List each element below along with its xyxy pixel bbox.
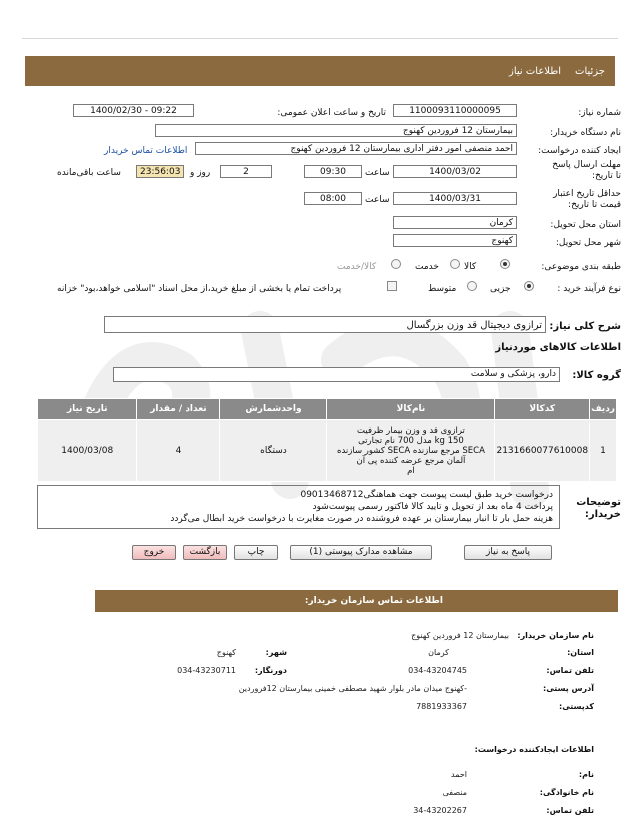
deadline-label: مهلت ارسال پاسخ تا تاریخ:: [552, 160, 621, 181]
row-index: 1: [590, 420, 617, 482]
payment-checkbox[interactable]: [387, 281, 397, 291]
radio-goods[interactable]: [500, 259, 510, 269]
row-unit: دستگاه: [220, 420, 327, 482]
buyer-note-line: پرداخت 4 ماه بعد از تحویل و تایید کالا فاکتور رسمی پیوست‌شود: [312, 502, 553, 512]
table-row: [38, 420, 617, 482]
province-label: استان محل تحویل:: [550, 220, 621, 230]
creator-family-value: منصفی: [442, 788, 467, 797]
creator-label: ایجاد کننده درخواست:: [538, 146, 621, 156]
payment-note: پرداخت تمام یا بخشی از مبلغ خرید،از محل اسناد "اسلامی خواهد،بود" خزانه: [57, 284, 342, 294]
process-label: نوع فرآیند خرید :: [557, 284, 621, 294]
contact-city-value: کهنوج: [216, 648, 236, 657]
page-header: [25, 56, 615, 86]
goods-table: [37, 398, 617, 482]
creator-info-title: اطلاعات ایجادکننده درخواست:: [474, 745, 594, 754]
validity-date-field: 1400/03/31: [393, 192, 517, 205]
creator-name-label: نام:: [578, 770, 594, 779]
contact-header: [95, 590, 618, 612]
contact-fax-value: 034-43230711: [177, 666, 236, 675]
reply-button[interactable]: پاسخ به نیاز: [464, 545, 552, 560]
contact-postal-label: کدپستی:: [559, 702, 594, 711]
contact-org-label: نام سازمان خریدار:: [517, 631, 594, 640]
creator-family-label: نام خانوادگی:: [539, 788, 594, 797]
radio-service-label: خدمت: [415, 262, 439, 272]
validity-label: حداقل تاریخ اعتبار قیمت تا تاریخ:: [553, 189, 621, 210]
days-field: 2: [220, 165, 272, 178]
contact-fax-label: دورنگار:: [254, 666, 287, 675]
row-date: 1400/03/08: [38, 420, 137, 482]
contact-province-label: استان:: [567, 648, 594, 657]
col-date: تاریخ نیاز: [38, 399, 137, 420]
col-qty: تعداد / مقدار: [137, 399, 220, 420]
buyer-notes-label: توضیحات خریدار:: [576, 497, 621, 520]
row-name-line: SECA مرجع سازنده SECA کشور سازنده: [337, 445, 485, 456]
creator-phone-value: 34-43202267: [413, 806, 467, 815]
contact-address-value: -کهنوج میدان مادر بلوار شهید مصطفی خمینی بیمارستان 12فروردین: [238, 684, 467, 693]
contact-city-label: شهر:: [265, 648, 287, 657]
need-number-label: شماره نیاز:: [578, 108, 621, 118]
announce-field: 1400/02/30 - 09:22: [73, 104, 194, 117]
province-field: کرمان: [393, 216, 517, 229]
radio-medium[interactable]: [467, 281, 477, 291]
contact-address-label: آدرس پستی:: [543, 684, 594, 693]
announce-label: تاریخ و ساعت اعلان عمومی:: [277, 108, 386, 118]
deadline-time-label: ساعت: [365, 168, 390, 178]
validity-time-label: ساعت: [365, 195, 390, 205]
col-index: ردیف: [590, 399, 617, 420]
deadline-date-field: 1400/03/02: [393, 165, 517, 178]
buyer-contact-link[interactable]: اطلاعات تماس خریدار: [104, 146, 188, 156]
contact-phone-value: 034-43204745: [408, 666, 467, 675]
contact-province-value: کرمان: [428, 648, 449, 657]
creator-field: احمد منصفی امور دفتر اداری بیمارستان 12 فروردین کهنوج: [195, 142, 517, 155]
top-divider: [22, 38, 618, 39]
summary-label: شرح کلی نیاز:: [549, 321, 621, 332]
city-label: شهر محل تحویل:: [555, 238, 621, 248]
radio-medium-label: متوسط: [428, 284, 457, 294]
contact-postal-value: 7881933367: [416, 702, 467, 711]
row-name-line: ترازوی قد و وزن بیمار ظرفیت: [357, 425, 465, 436]
back-button[interactable]: بازگشت: [183, 545, 227, 560]
row-name-line: آلمان مرجع عرضه کننده پی آن: [356, 455, 466, 466]
city-field: کهنوج: [393, 234, 517, 247]
radio-service[interactable]: [450, 259, 460, 269]
row-name: [327, 420, 495, 482]
goods-group-label: گروه کالا:: [572, 370, 621, 381]
radio-partial[interactable]: [524, 281, 534, 291]
col-code: کدکالا: [495, 399, 590, 420]
row-code: 2131660077610008: [495, 420, 590, 482]
category-label: طبقه بندی موضوعی:: [541, 262, 621, 272]
row-name-line: ام: [407, 465, 415, 476]
exit-button[interactable]: خروج: [132, 545, 176, 560]
validity-time-field: 08:00: [304, 192, 362, 205]
attachments-button[interactable]: مشاهده مدارک پیوستی (1): [290, 545, 432, 560]
tab-need-info[interactable]: اطلاعات نیاز: [509, 66, 561, 77]
creator-name-value: احمد: [451, 770, 467, 779]
row-qty: 4: [137, 420, 220, 482]
buyer-note-line: هزینه حمل بار تا انبار بیمارستان بر عهده فروشنده در صورت مغایرت با درخواست خرید ابطال می‌گردد: [170, 514, 553, 524]
goods-section-title: اطلاعات کالاهای موردنیاز: [495, 342, 621, 353]
tab-details[interactable]: جزئیات: [575, 66, 605, 77]
remaining-label: ساعت باقی‌مانده: [57, 168, 121, 178]
buyer-notes-box: [37, 485, 560, 529]
buyer-org-label: نام دستگاه خریدار:: [550, 128, 621, 138]
col-unit: واحدشمارش: [220, 399, 327, 420]
radio-goods-service-label: کالا/خدمت: [337, 262, 377, 272]
need-number-field: 1100093110000095: [393, 104, 517, 117]
creator-phone-label: تلفن تماس:: [546, 806, 594, 815]
goods-group-field: دارو، پزشکی و سلامت: [113, 367, 560, 382]
print-button[interactable]: چاپ: [234, 545, 278, 560]
contact-phone-label: تلفن تماس:: [546, 666, 594, 675]
row-name-line: 150 kg مدل 700 نام تجارتی: [358, 435, 464, 446]
days-label: روز و: [190, 168, 211, 178]
radio-goods-label: کالا: [464, 262, 477, 272]
summary-field: ترازوی دیجیتال قد وزن بزرگسال: [104, 316, 546, 333]
contact-org-value: بیمارستان 12 فروردین کهنوج: [411, 631, 509, 640]
col-name: نام‌کالا: [327, 399, 495, 420]
deadline-time-field: 09:30: [304, 165, 362, 178]
remaining-time-field: 23:56:03: [136, 165, 184, 178]
buyer-note-line: درخواست خرید طبق لیست پیوست جهت هماهنگی09013468712: [300, 490, 553, 500]
radio-goods-service[interactable]: [391, 259, 401, 269]
contact-title: اطلاعات تماس سازمان خریدار:: [304, 596, 443, 606]
buyer-org-field: بیمارستان 12 فروردین کهنوج: [155, 124, 517, 137]
radio-partial-label: جزیی: [490, 284, 511, 294]
